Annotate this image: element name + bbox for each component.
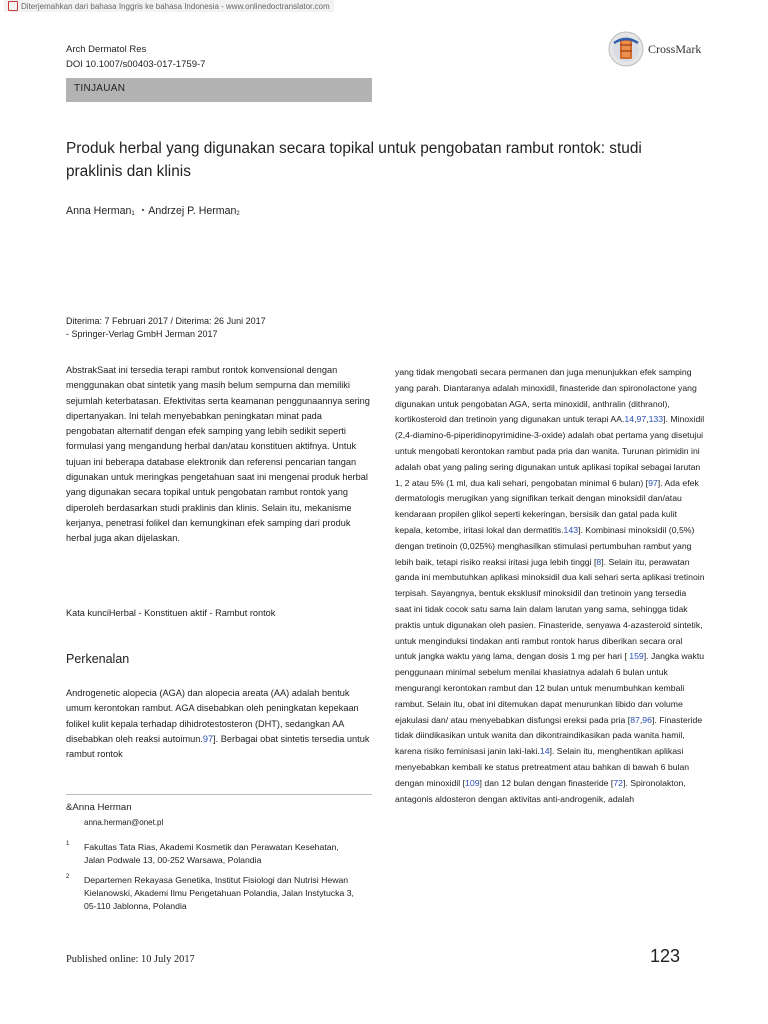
intro-text: ]. Berbagai obat sintetis tersedia untuk rambut rontok bbox=[66, 733, 370, 760]
reference-link[interactable]: 97 bbox=[648, 477, 658, 488]
corresponding-author: &Anna Herman bbox=[66, 802, 132, 813]
body-text: ]. Finasteride tidak diindikasikan untuk wanita dan dikontraindikasikan pada wanita hamil, karena risiko feminisasi janin laki-laki. bbox=[395, 714, 703, 757]
crossmark-button[interactable] bbox=[608, 31, 701, 67]
section-heading: Perkenalan bbox=[66, 652, 130, 666]
body-paragraph: yang tidak mengobati secara permanen dan juga menunjukkan efek samping yang parah. Diantaranya adalah minoxidil, finasteride dan spironolactone yang digunakan untuk pengobatan AGA, serta minoxidil, anthralin (dithranol), kortikosteroid dan tretinoin yang digunakan untuk terapi AA.14,97,133]. Minoxidil (2,4-diamino-6-piperidinopyrimidine-3-oxide) adalah obat pertama yang disetujui untuk mengobati kerontokan rambut pada pria dan wanita. Turunan pirimidin ini adalah obat yang paling sering digunakan untuk aplikasi topikal sebagai larutan 1, 2 atau 5% (1 ml, dua kali sehari, pengobatan minimal 6 bulan) [97]. Ada efek dermatologis merugikan yang signifikan terkait dengan minoksidil dan/atau kendaraan propilen glikol seperti kekeringan, bersisik dan gatal pada kulit kepala, ketombe, iritasi lokal dan dermatitis.143]. Kombinasi minoksidil (0,5%) dengan tretinoin (0,025%) menghasilkan stimulasi pertumbuhan rambut yang lebih baik, tetapi risiko reaksi iritasi juga lebih tinggi [8]. Selain itu, perawatan ganda ini membutuhkan aplikasi minoksidil dua kali sehari serta aplikasi tretinoin terpisah. Sayangnya, bentuk eksklusif minoksidil dan tretinoin yang tersedia saat ini tidak cocok satu sama lain dalam larutan yang sama, sehingga tidak praktis untuk digunakan oleh pasien. Finasteride, senyawa 4-azasteroid sintetik, untuk menginduksi tindakan anti rambut rontok harus diberikan secara oral untuk jangka waktu yang lama, dengan dosis 1 mg per hari [ 159]. Jangka waktu penggunaan minimal sebelum menilai khasiatnya adalah 6 bulan untuk mengurangi kerontokan rambut dan 12 bulan untuk menumbuhkan kembali rambut. Selain itu, obat ini ditemukan dapat menurunkan libido dan volume ejakulasi dan/ atau menyebabkan disfungsi ereksi pada pria [87,96]. Finasteride tidak diindikasikan untuk wanita dan dikontraindikasikan pada wanita hamil, karena risiko feminisasi janin laki-laki.14]. Selain itu, menghentikan aplikasi menyebabkan kembali ke status pretreatment atau bahkan di bawah 6 bulan dengan minoxidil [109] dan 12 bulan dengan finasteride [72]. Spironolakton, antagonis aldosteron dengan aktivitas anti-androgenik, adalah bbox=[395, 367, 705, 804]
affiliation-number: 2 bbox=[66, 874, 70, 880]
reference-link[interactable]: 8 bbox=[596, 556, 602, 567]
reference-link[interactable]: 133 bbox=[648, 414, 664, 425]
author-affiliation-mark: 1 bbox=[131, 211, 135, 217]
body-text: ]. Selain itu, perawatan ganda ini membutuhkan aplikasi minoksidil dua kali sehari serta aplikasi tretinoin terpisah. Sayangnya, bentuk eksklusif minoksidil dan tretinoin yang tersedia saat ini tidak cocok satu sama lain dalam larutan yang sama, sehingga tidak praktis untuk digunakan oleh pasien. Finasteride, senyawa 4-azasteroid sintetik, untuk menginduksi tindakan anti rambut rontok harus diberikan secara oral untuk jangka waktu yang lama, dengan dosis 1 mg per hari [ bbox=[395, 556, 705, 662]
reference-link[interactable]: 96 bbox=[642, 714, 652, 725]
reference-link[interactable]: 143 bbox=[563, 524, 579, 535]
body-text: ]. Spironolakton, antagonis aldosteron dengan aktivitas anti-androgenik, adalah bbox=[395, 777, 686, 804]
translator-notice[interactable] bbox=[4, 0, 334, 12]
author-affiliation-mark: 2 bbox=[236, 211, 240, 217]
body-text: ]. Jangka waktu penggunaan minimal sebelum menilai khasiatnya adalah 6 bulan untuk mengurangi kerontokan rambut dan 12 bulan untuk menumbuhkan kembali rambut. Selain itu, obat ini ditemukan dapat menurunkan libido dan volume ejakulasi dan/ atau menyebabkan disfungsi ereksi pada pria [ bbox=[395, 651, 705, 725]
journal-name: Arch Dermatol Res bbox=[66, 44, 147, 55]
body-text: ]. Minoxidil (2,4-diamino-6-piperidinopyrimidine-3-oxide) adalah obat pertama yang disetujui untuk mengobati kerontokan rambut pada pria dan wanita. Turunan pirimidin ini adalah obat yang paling sering digunakan untuk aplikasi topikal sebagai larutan 1, 2 atau 5% (1 ml, dua kali sehari, pengobatan minimal 6 bulan) [ bbox=[395, 414, 705, 488]
translate-icon bbox=[8, 1, 18, 11]
affiliation-text: Fakultas Tata Rias, Akademi Kosmetik dan Perawatan Kesehatan, Jalan Podwale 13, 00-252 Warsawa, Polandia bbox=[84, 842, 339, 865]
article-title: Produk herbal yang digunakan secara topikal untuk pengobatan rambut rontok: studi praklinis dan klinis bbox=[66, 140, 642, 180]
journal-header bbox=[66, 42, 205, 72]
translator-text: Diterjemahkan dari bahasa Inggris ke bahasa Indonesia - www.onlinedoctranslator.com bbox=[21, 1, 330, 11]
body-text: ]. Selain itu, menghentikan aplikasi menyebabkan kembali ke status pretreatment atau bahkan di bawah 6 bulan dengan minoxidil [ bbox=[395, 746, 690, 788]
body-text: ] dan 12 bulan dengan finasteride [ bbox=[479, 777, 614, 788]
reference-link[interactable]: 72 bbox=[613, 777, 623, 788]
journal-doi: DOI 10.1007/s00403-017-1759-7 bbox=[66, 59, 206, 70]
author-name[interactable]: Andrzej P. Herman bbox=[148, 205, 237, 217]
abstract: AbstrakSaat ini tersedia terapi rambut rontok konvensional dengan menggunakan obat sintetik yang masih belum sempurna dan memiliki sejumlah keterbatasan. Efektivitas serta keamanan penggunaannya sering dipertanyakan. Ini telah menyebabkan peningkatan minat pada pengobatan alternatif dengan efek samping yang lebih sedikit seperti formulasi yang mengandung herbal dan/atau konstituen aktifnya. Untuk tujuan ini beberapa database elektronik dan referensi pencarian tangan digunakan untuk meringkas pengetahuan saat ini mengenai produk herbal yang digunakan secara topikal untuk pengobatan rambut rontok yang diperoleh berdasarkan studi praklinis dan klinis. Selain itu, mekanisme kerjanya, penetrasi folikel dan kemungkinan efek samping dari produk herbal juga akan dijelaskan. bbox=[66, 365, 370, 544]
page-number: 123 bbox=[650, 946, 681, 966]
section-label: TINJAUAN bbox=[74, 83, 126, 94]
author-email[interactable]: anna.herman@onet.pl bbox=[84, 818, 164, 827]
affiliation-number: 1 bbox=[66, 841, 70, 847]
section-band bbox=[66, 78, 372, 102]
body-text: ]. Ada efek dermatologis merugikan yang signifikan terkait dengan minoksidil dan/atau kendaraan propilen glikol seperti kekeringan, bersisik dan gatal pada kulit kepala, ketombe, iritasi lokal dan dermatitis. bbox=[395, 477, 699, 535]
author-name[interactable]: Anna Herman bbox=[66, 205, 132, 217]
intro-text: Androgenetic alopecia (AGA) dan alopecia areata (AA) adalah bentuk umum kerontokan rambut. AGA disebabkan oleh peningkatan kepekaan folikel kulit kepala terhadap dihidrotestosteron (DHT), sedangkan AA disebabkan oleh reaksi autoimun. bbox=[66, 688, 359, 744]
copyright-line: - Springer-Verlag GmbH Jerman 2017 bbox=[66, 329, 218, 339]
affiliation bbox=[66, 874, 366, 918]
reference-link[interactable]: 14 bbox=[624, 414, 635, 425]
author-separator: ・ bbox=[137, 205, 149, 217]
affiliation bbox=[66, 841, 366, 871]
crossmark-icon bbox=[608, 31, 644, 67]
reference-link[interactable]: 159 bbox=[629, 651, 644, 662]
author-list bbox=[66, 203, 240, 218]
received-accepted-dates: Diterima: 7 Februari 2017 / Diterima: 26 Juni 2017 bbox=[66, 316, 266, 326]
published-date: Published online: 10 July 2017 bbox=[66, 954, 195, 965]
keywords: Kata kunciHerbal - Konstituen aktif - Rambut rontok bbox=[66, 608, 276, 618]
reference-link[interactable]: 14 bbox=[539, 746, 550, 757]
reference-link[interactable]: 97 bbox=[202, 733, 214, 744]
intro-paragraph bbox=[66, 686, 372, 762]
footnote-divider bbox=[66, 794, 372, 795]
reference-link[interactable]: 87 bbox=[630, 714, 640, 725]
affiliation-text: Departemen Rekayasa Genetika, Institut Fisiologi dan Nutrisi Hewan Kielanowski, Akademi Ilmu Pengetahuan Polandia, Jalan Instytucka 3, 05-110 Jablonna, Polandia bbox=[84, 875, 354, 911]
body-text: ]. Kombinasi minoksidil (0,5%) dengan tretinoin (0,025%) menghasilkan stimulasi pertumbuhan rambut yang lebih baik, tetapi risiko reaksi iritasi juga lebih tinggi [ bbox=[395, 524, 695, 567]
body-text: yang tidak mengobati secara permanen dan juga menunjukkan efek samping yang parah. Diantaranya adalah minoxidil, finasteride dan spironolactone yang digunakan untuk pengobatan AGA, serta minoxidil, anthralin (dithranol), kortikosteroid dan tretinoin yang digunakan untuk terapi AA. bbox=[395, 367, 697, 425]
reference-link[interactable]: 109 bbox=[465, 777, 480, 788]
crossmark-label: CrossMark bbox=[648, 41, 702, 56]
article-dates bbox=[66, 315, 266, 341]
reference-link[interactable]: 97 bbox=[636, 414, 647, 425]
